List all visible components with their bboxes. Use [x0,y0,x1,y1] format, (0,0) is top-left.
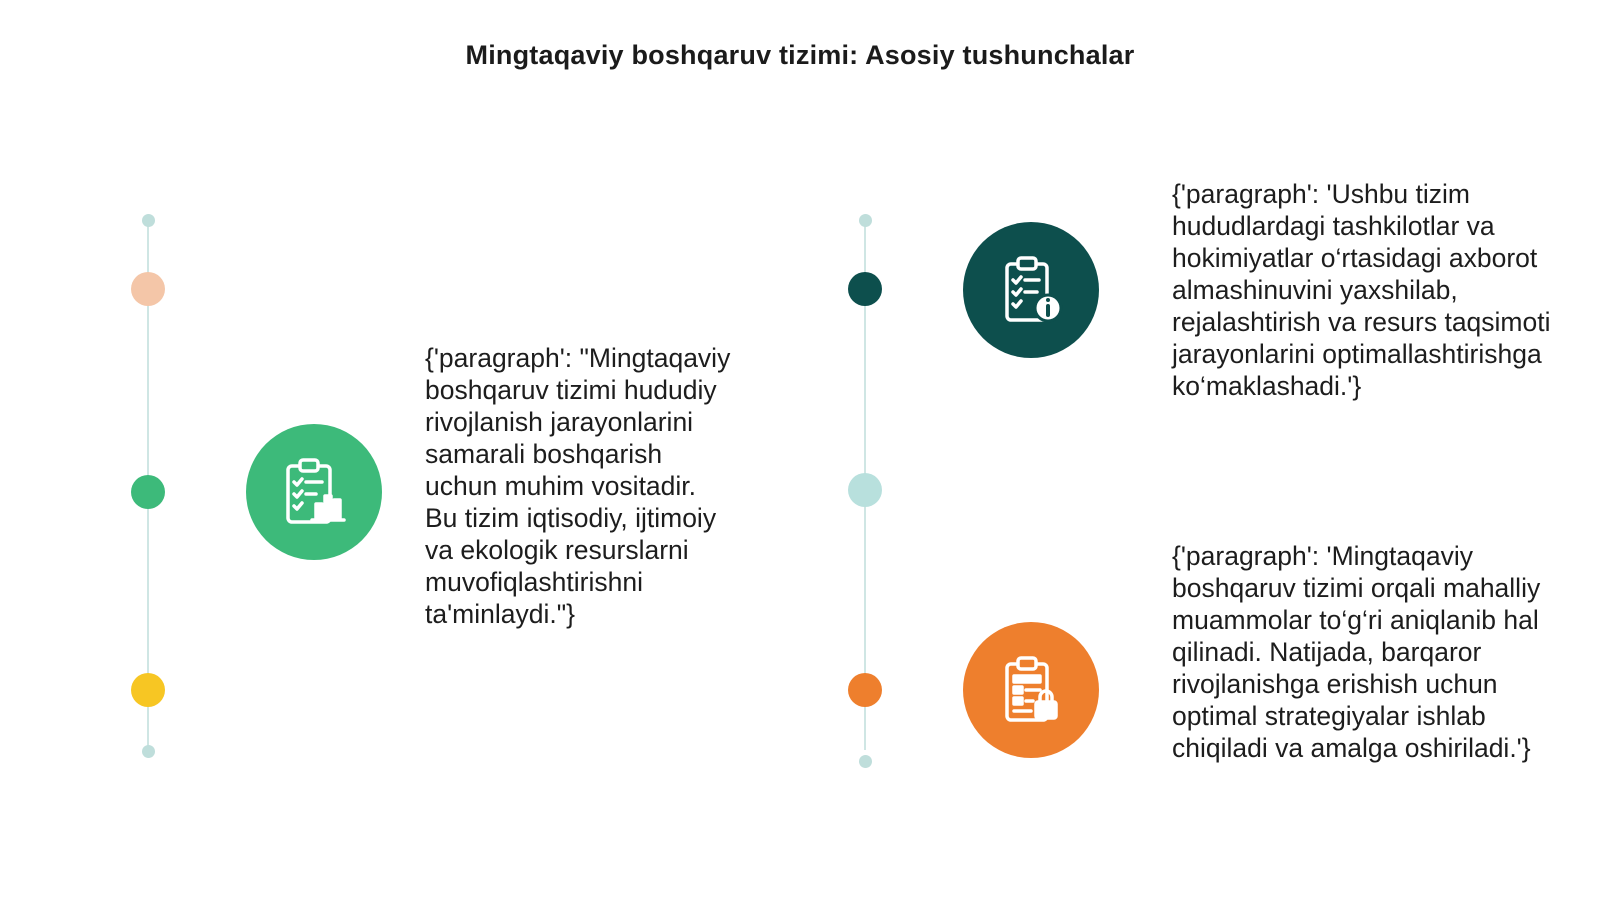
timeline-dot-orange [848,673,882,707]
timeline-dot-dark-teal [848,272,882,306]
clipboard-info-icon [963,222,1099,358]
timeline-right-bottom-tip [859,755,872,768]
paragraph-2: {'paragraph': 'Ushbu tizim hududlardagi tashkilotlar va hokimiyatlar o‘rtasidagi axborot almashinuvini yaxshilab, rejalashtirish va resurs taqsimoti jarayonlarini optimallashtirishga ko‘maklashadi.'} [1172,179,1551,401]
timeline-left-top-tip [142,214,155,227]
clipboard-chart-icon [246,424,382,560]
paragraph-1: {'paragraph': "Mingtaqaviy boshqaruv tizimi hududiy rivojlanish jarayonlarini samarali boshqarish uchun muhim vositadir. Bu tizim iqtisodiy, ijtimoiy va ekologik resurslarni muvofiqlashtirishni ta'minlaydi."} [425,343,731,629]
timeline-dot-yellow [131,673,165,707]
timeline-dot-peach [131,272,165,306]
clipboard-lock-icon [963,622,1099,758]
timeline-dot-green [131,475,165,509]
paragraph-3: {'paragraph': 'Mingtaqaviy boshqaruv tizimi orqali mahalliy muammolar to‘g‘ri aniqlanib hal qilinadi. Natijada, barqaror rivojlanishga erishish uchun optimal strategiyalar ishlab chiqiladi va amalga oshiriladi.'} [1172,541,1541,763]
timeline-right-top-tip [859,214,872,227]
page-title: Mingtaqaviy boshqaruv tizimi: Asosiy tushunchalar [465,40,1135,70]
timeline-left-bottom-tip [142,745,155,758]
timeline-dot-light-teal [848,473,882,507]
